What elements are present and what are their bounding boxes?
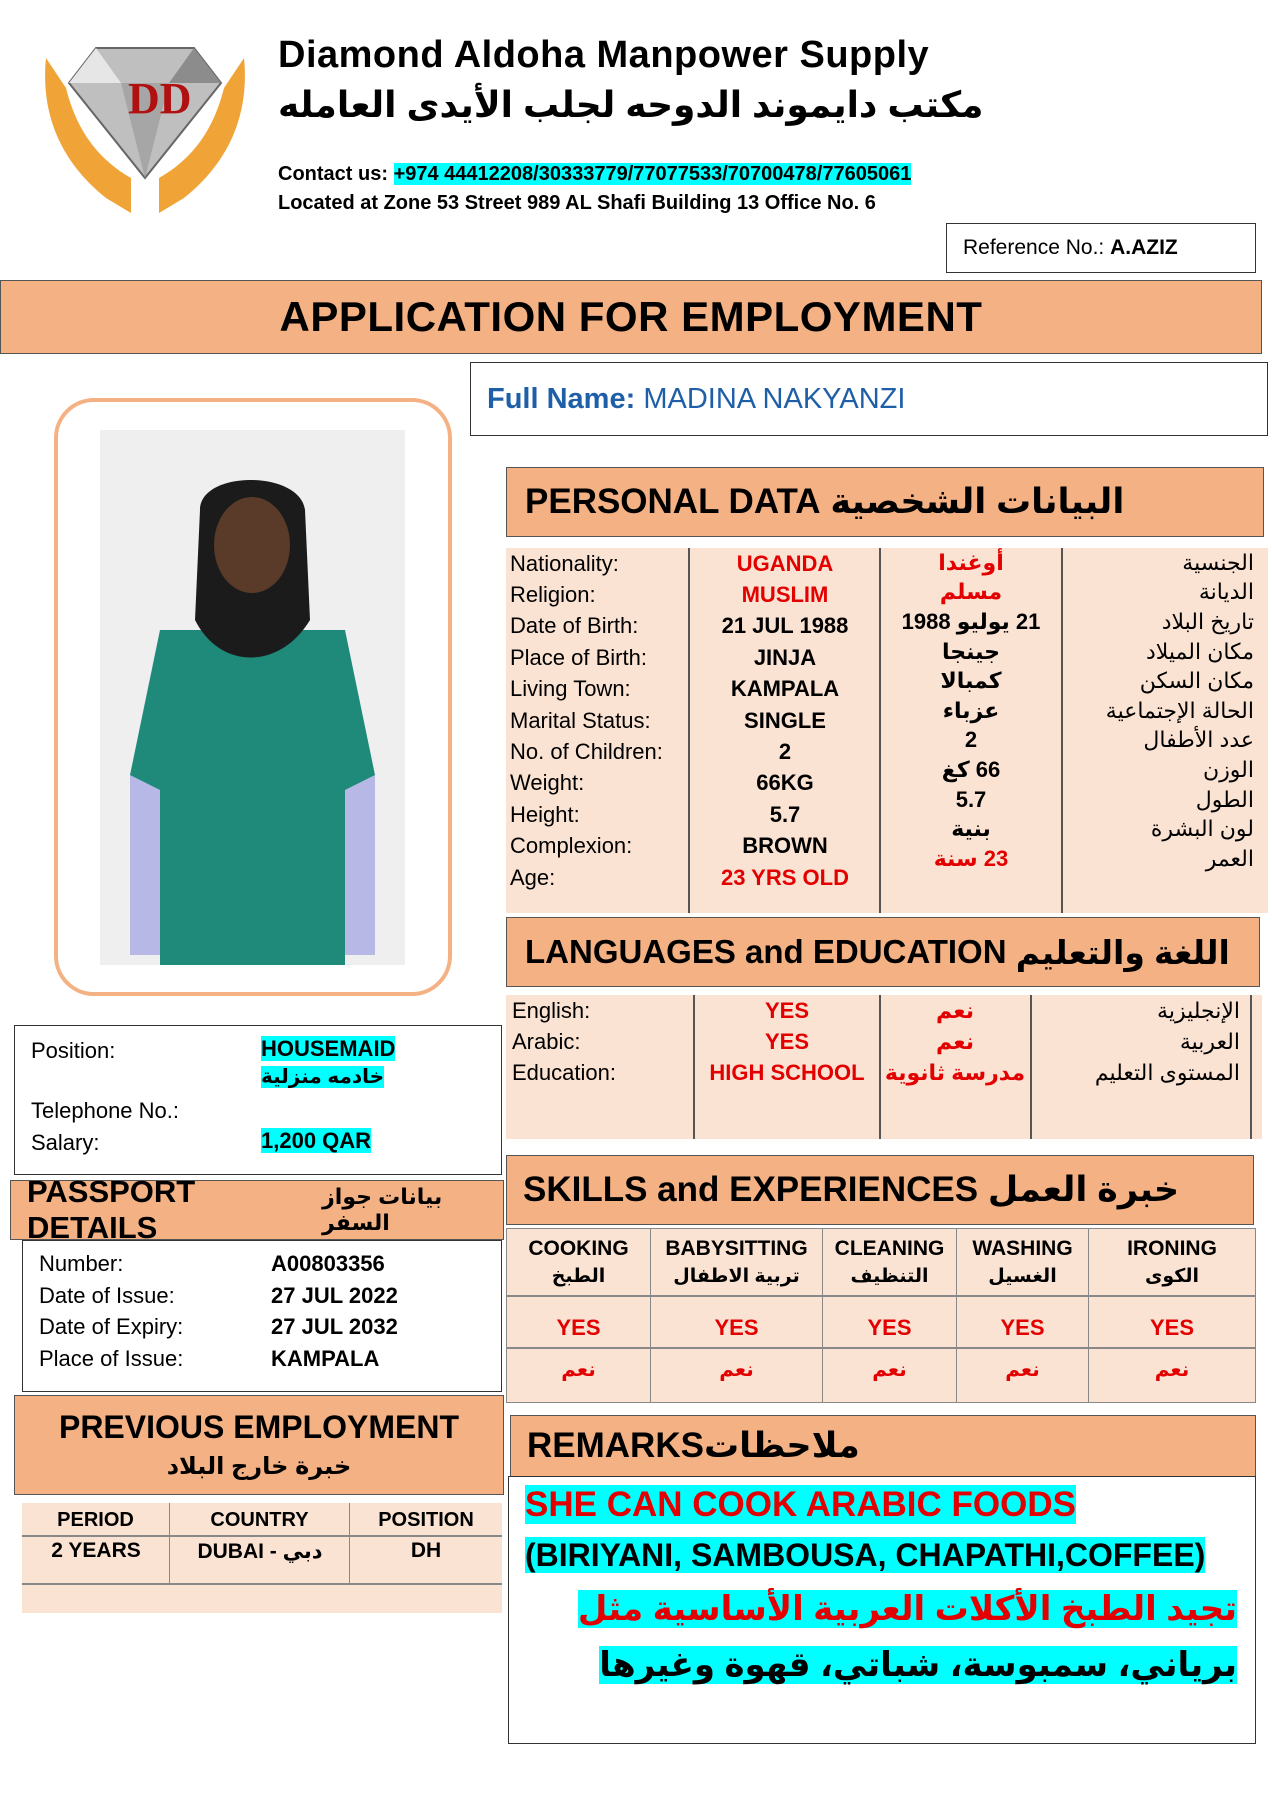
personal-label: Marital Status: [510,707,651,733]
personal-value: 5.7 [769,801,801,827]
remarks-box [508,1476,1256,1744]
skills-heading [506,1155,1254,1225]
passport-heading-ar: بيانات جواز السفر [322,1184,443,1235]
personal-label-ar: لون البشرة [1150,816,1254,842]
personal-label: Nationality: [510,550,619,576]
personal-label-ar: العمر [1205,845,1254,871]
skill-yes-ar: نعم [1005,1359,1040,1381]
personal-label: Age: [510,864,556,890]
remarks-heading [510,1415,1256,1477]
remarks-line-1: SHE CAN COOK ARABIC FOODS [525,1485,1076,1524]
contact-numbers: +974 44412208/30333779/77077533/70700478/77605061 [393,163,912,185]
prev-heading-en: PREVIOUS EMPLOYMENT [58,1409,460,1445]
prev-period: 2 YEARS [51,1539,141,1562]
salary-label: Salary: [31,1130,100,1155]
skill-yes-ar: نعم [719,1359,754,1381]
skill-column [957,1229,1089,1402]
passport-label: Place of Issue: [39,1345,184,1371]
personal-value-ar: 2 [964,727,978,753]
personal-heading-ar: البيانات الشخصية [830,482,1125,521]
skills-heading-ar: خبرة العمل [987,1170,1180,1209]
personal-label-ar: تاريخ البلاد [1161,608,1254,634]
prev-country: DUBAI - دبي [197,1540,323,1563]
skill-column [651,1229,823,1402]
personal-value-ar: أوغندا [938,549,1004,575]
personal-value-ar: 66 كغ [941,756,1001,782]
skill-yes: YES [1000,1315,1045,1340]
lang-value: HIGH SCHOOL [709,1060,865,1086]
personal-label-ar: الجنسية [1182,549,1254,575]
languages-table [506,995,1262,1139]
personal-value: JINJA [753,644,817,670]
remarks-line-3: تجيد الطبخ الأكلات العربية الأساسية مثل [577,1590,1237,1628]
personal-label-ar: عدد الأطفال [1143,727,1254,753]
skill-yes-ar: نعم [561,1359,596,1381]
skill-yes: YES [714,1315,759,1340]
personal-label: Height: [510,801,580,827]
full-name-value: MADINA NAKYANZI [643,382,906,415]
passport-label: Date of Issue: [39,1282,175,1308]
remarks-heading-ar: ملاحظات [703,1426,860,1465]
skill-yes-ar: نعم [872,1359,907,1381]
passport-heading-en: PASSPORT DETAILS [27,1174,196,1245]
personal-label-ar: الطول [1195,786,1254,812]
skills-heading-en: SKILLS and EXPERIENCES [523,1170,979,1209]
prev-column-header: PERIOD [57,1509,134,1531]
personal-label-ar: الوزن [1203,756,1254,782]
personal-value: MUSLIM [741,582,829,608]
personal-value-ar: عزباء [942,697,1000,723]
personal-value: 23 YRS OLD [721,864,849,890]
skill-name-ar: الطبخ [551,1266,606,1287]
passport-details [22,1240,502,1392]
lang-value-ar-column [880,995,1030,1139]
personal-heading-en: PERSONAL DATA [525,482,821,521]
skill-name: IRONING [1127,1237,1217,1260]
lang-label-column [512,995,698,1139]
contact-label: Contact us: [278,163,388,185]
skills-row-divider [507,1347,1255,1349]
remarks-heading-en: REMARKS [527,1426,704,1465]
prev-column-header: POSITION [378,1509,474,1531]
passport-value: KAMPALA [271,1345,380,1371]
salary-value: 1,200 QAR [261,1128,372,1153]
personal-value: 21 JUL 1988 [721,613,849,639]
personal-value: 2 [778,739,792,765]
skill-name: CLEANING [834,1237,945,1260]
languages-heading-en: LANGUAGES and EDUCATION [525,933,1007,970]
passport-value: A00803356 [271,1251,385,1276]
lang-value: YES [764,997,810,1023]
reference-box [946,223,1256,273]
prev-column-header: COUNTRY [210,1509,309,1531]
passport-value: 27 JUL 2032 [271,1314,398,1339]
languages-heading-ar: اللغة والتعليم [1015,933,1230,971]
position-label: Position: [31,1038,116,1063]
personal-data-table [506,548,1268,913]
skill-column [507,1229,651,1402]
prev-position: DH [410,1539,442,1562]
personal-label-column [510,548,690,913]
lang-label: Arabic: [512,1029,581,1055]
personal-label: Weight: [510,770,585,796]
lang-label: Education: [512,1060,616,1086]
personal-label: Complexion: [510,833,633,859]
personal-label: Date of Birth: [510,613,639,639]
languages-heading [506,917,1260,987]
previous-employment-table [22,1503,502,1613]
applicant-photo [100,430,405,965]
skill-name-ar: التنظيف [850,1266,929,1287]
skill-name: COOKING [528,1237,629,1260]
personal-value-ar: كمبالا [940,668,1002,694]
office-location: Located at Zone 53 Street 989 AL Shafi Building 13 Office No. 6 [278,192,876,214]
personal-value: BROWN [742,833,828,859]
personal-label: Place of Birth: [510,644,647,670]
telephone-label: Telephone No.: [31,1098,179,1123]
logo-letters: DD [128,74,192,123]
full-name-box [470,362,1268,436]
personal-label-ar: مكان السكن [1139,668,1254,694]
personal-value-ar: 21 يوليو 1988 [901,608,1041,634]
personal-value-ar: 5.7 [955,786,987,812]
skill-name-ar: تربية الاطفال [673,1266,800,1287]
position-value: HOUSEMAID [261,1036,396,1061]
personal-value-ar: بنية [951,816,991,842]
personal-value: UGANDA [736,550,834,576]
skills-row-divider [507,1295,1255,1297]
personal-label-ar: الديانة [1198,579,1254,605]
remarks-line-4: برياني، سمبوسة، شباتي، قهوة وغيرها [599,1646,1237,1684]
personal-value-column [690,548,880,913]
personal-label: No. of Children: [510,739,663,765]
previous-employment-heading [14,1395,504,1495]
personal-label-ar: الحالة الإجتماعية [1105,697,1254,723]
prev-row-divider [22,1583,502,1585]
passport-label: Date of Expiry: [39,1314,184,1339]
page-title: APPLICATION FOR EMPLOYMENT [0,280,1262,354]
personal-value: 66KG [756,770,814,796]
passport-heading [10,1174,504,1245]
lang-label-ar: الإنجليزية [1157,997,1240,1023]
passport-value: 27 JUL 2022 [271,1282,398,1308]
skill-column [823,1229,957,1402]
personal-label-ar: مكان الميلاد [1145,638,1254,664]
personal-label: Living Town: [510,676,631,702]
passport-label: Number: [39,1251,124,1276]
lang-value-ar: مدرسة ثانوية [884,1060,1026,1086]
lang-value: YES [764,1029,810,1055]
skill-yes: YES [867,1315,912,1340]
skill-column [1089,1229,1255,1402]
full-name-label: Full Name: [487,382,636,415]
lang-label-ar: المستوى التعليم [1094,1060,1240,1086]
lang-value-ar: نعم [936,997,974,1023]
skill-yes: YES [556,1315,601,1340]
company-name-ar: مكتب دايموند الدوحه لجلب الأيدى العامله [278,84,984,125]
personal-value-ar-column [880,548,1062,913]
lang-value-column [694,995,880,1139]
skill-name: WASHING [972,1237,1073,1260]
personal-label: Religion: [510,582,596,608]
personal-value-ar: مسلم [939,579,1003,605]
reference-label: Reference No.: [963,236,1105,259]
lang-label: English: [512,997,591,1023]
lang-label-ar: العربية [1179,1029,1240,1055]
skill-yes: YES [1149,1315,1195,1340]
position-value-ar: خادمه منزلية [261,1066,385,1088]
skills-table [506,1228,1256,1403]
company-name-en: Diamond Aldoha Manpower Supply [278,34,930,76]
personal-data-heading [506,467,1264,537]
reference-value: A.AZIZ [1110,236,1178,259]
position-box [14,1025,502,1175]
lang-label-ar-column [1030,995,1250,1139]
lang-value-ar: نعم [936,1029,974,1055]
contact-line [278,163,911,186]
personal-value: SINGLE [744,707,826,733]
company-logo [36,38,254,218]
personal-value-ar: 23 سنة [933,845,1009,871]
personal-label-ar-column [1062,548,1262,913]
skill-name-ar: الغسيل [988,1266,1057,1287]
prev-heading-ar: خبرة خارج البلاد [166,1453,352,1480]
personal-value-ar: جينجا [942,638,1000,664]
skill-name-ar: الكوى [1144,1266,1200,1287]
skill-yes-ar: نعم [1154,1359,1190,1381]
skill-name: BABYSITTING [665,1237,808,1260]
prev-header-divider [22,1535,502,1537]
personal-value: KAMPALA [730,676,840,702]
remarks-line-2: (BIRIYANI, SAMBOUSA, CHAPATHI,COFFEE) [525,1537,1206,1573]
